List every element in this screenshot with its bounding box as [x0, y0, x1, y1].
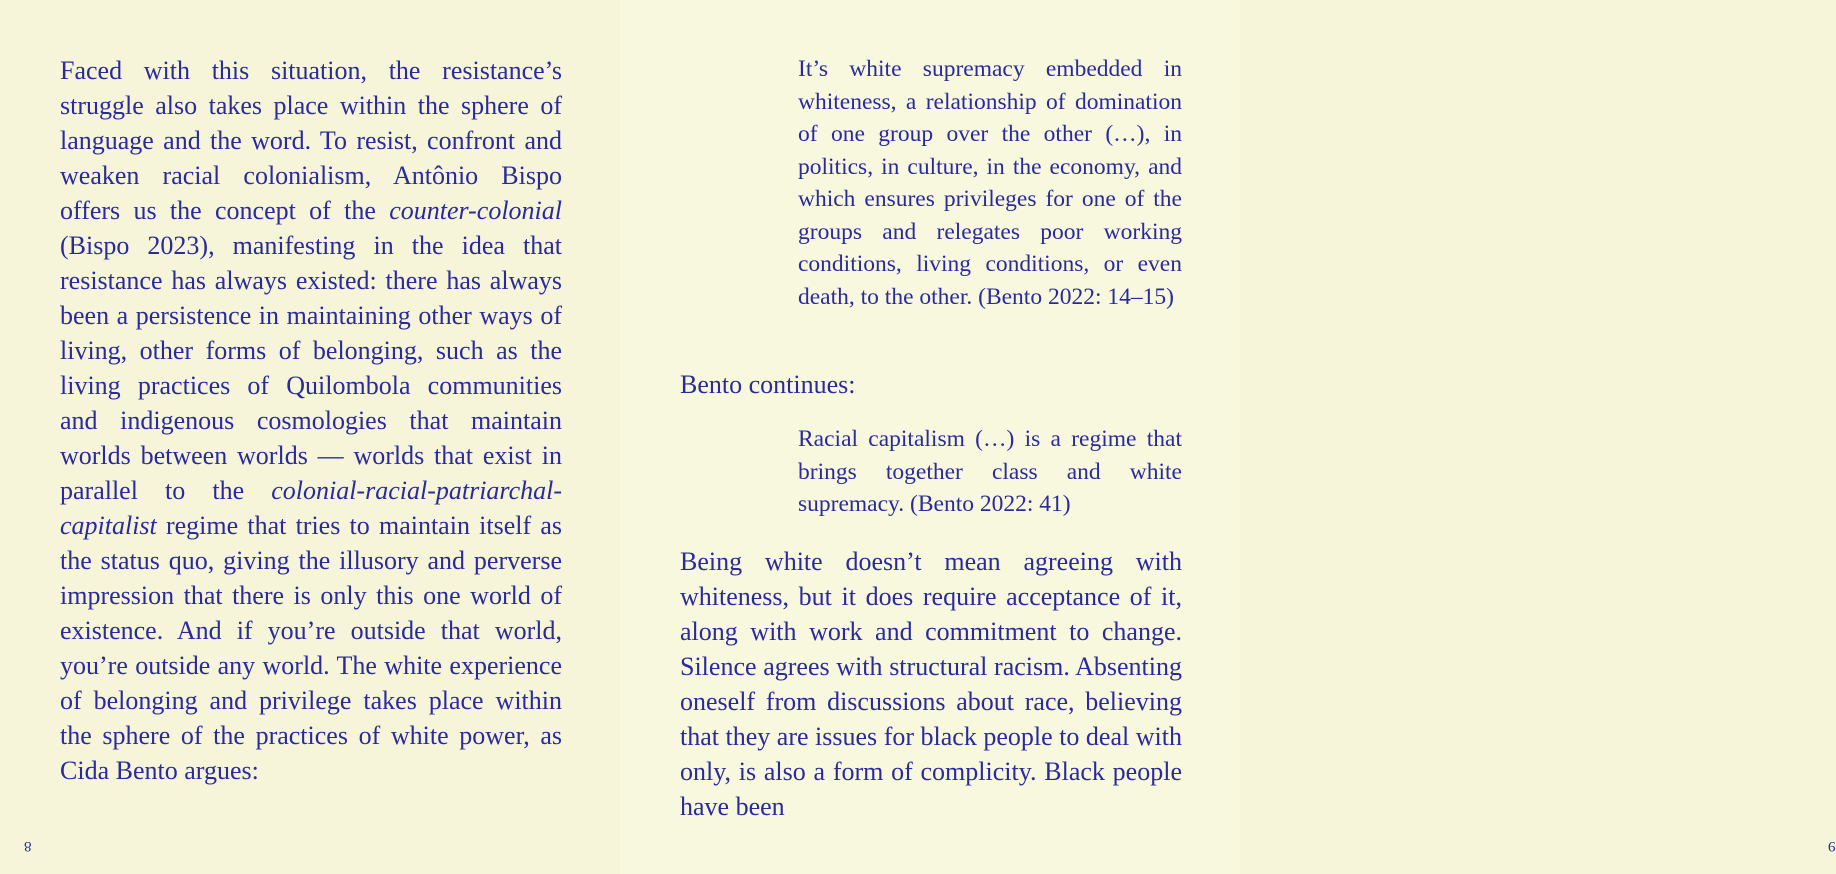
body-text-segment: regime that tries to maintain itself as the status quo, giving the illusory and perverse impression that there is only this one world of existence. And if you’re outside that world, you’re outside any world. The white experience of belonging and privilege takes place within the sphere of the practices of white power, as Cida Bento argues: [60, 511, 562, 785]
page-number-right: 9 [1828, 838, 1836, 854]
body-text-segment: (Bispo 2023), manifesting in the idea that resistance has always existed: there has always been a persistence in maintaining other ways of living, other forms of belonging, such as the living practices of Quilombola communities and indigenous cosmologies that maintain worlds between worlds — worlds that exist in parallel to the [60, 231, 562, 505]
block-quote-2: Racial capitalism (…) is a regime that brings together class and white supremacy. (Bento 2022: 41) [798, 426, 1182, 517]
left-body-paragraph [60, 53, 562, 788]
right-body-paragraph: Being white doesn’t mean agreeing with whiteness, but it does require acceptance of it, along with work and commitment to change. Silence agrees with structural racism. Absenting oneself from discussions about race, believing that they are issues for black people to deal with only, is also a form of complicity. Black people have been [680, 547, 1182, 821]
italic-term-counter-colonial: counter-colonial [389, 196, 562, 225]
page-number-left: 8 [24, 838, 32, 854]
body-text-segment: Faced with this situation, the resistance’s struggle also takes place within the sphere of language and the word. To resist, confront and weaken racial colonialism, Antônio Bispo offers us the concept of the [60, 56, 562, 225]
italic-term-regime: colonial-racial-patriarchal-capitalist [60, 476, 562, 540]
left-page [0, 0, 620, 874]
right-page [620, 0, 1836, 874]
block-quote-1: It’s white supremacy embedded in whiteness, a relationship of domination of one group over the other (…), in politics, in culture, in the economy, and which ensures privileges for one of the groups and relegates poor working conditions, living conditions, or even death, to the other. (Bento 2022: 14–15) [798, 56, 1182, 310]
lead-in-text: Bento continues: [680, 370, 856, 399]
